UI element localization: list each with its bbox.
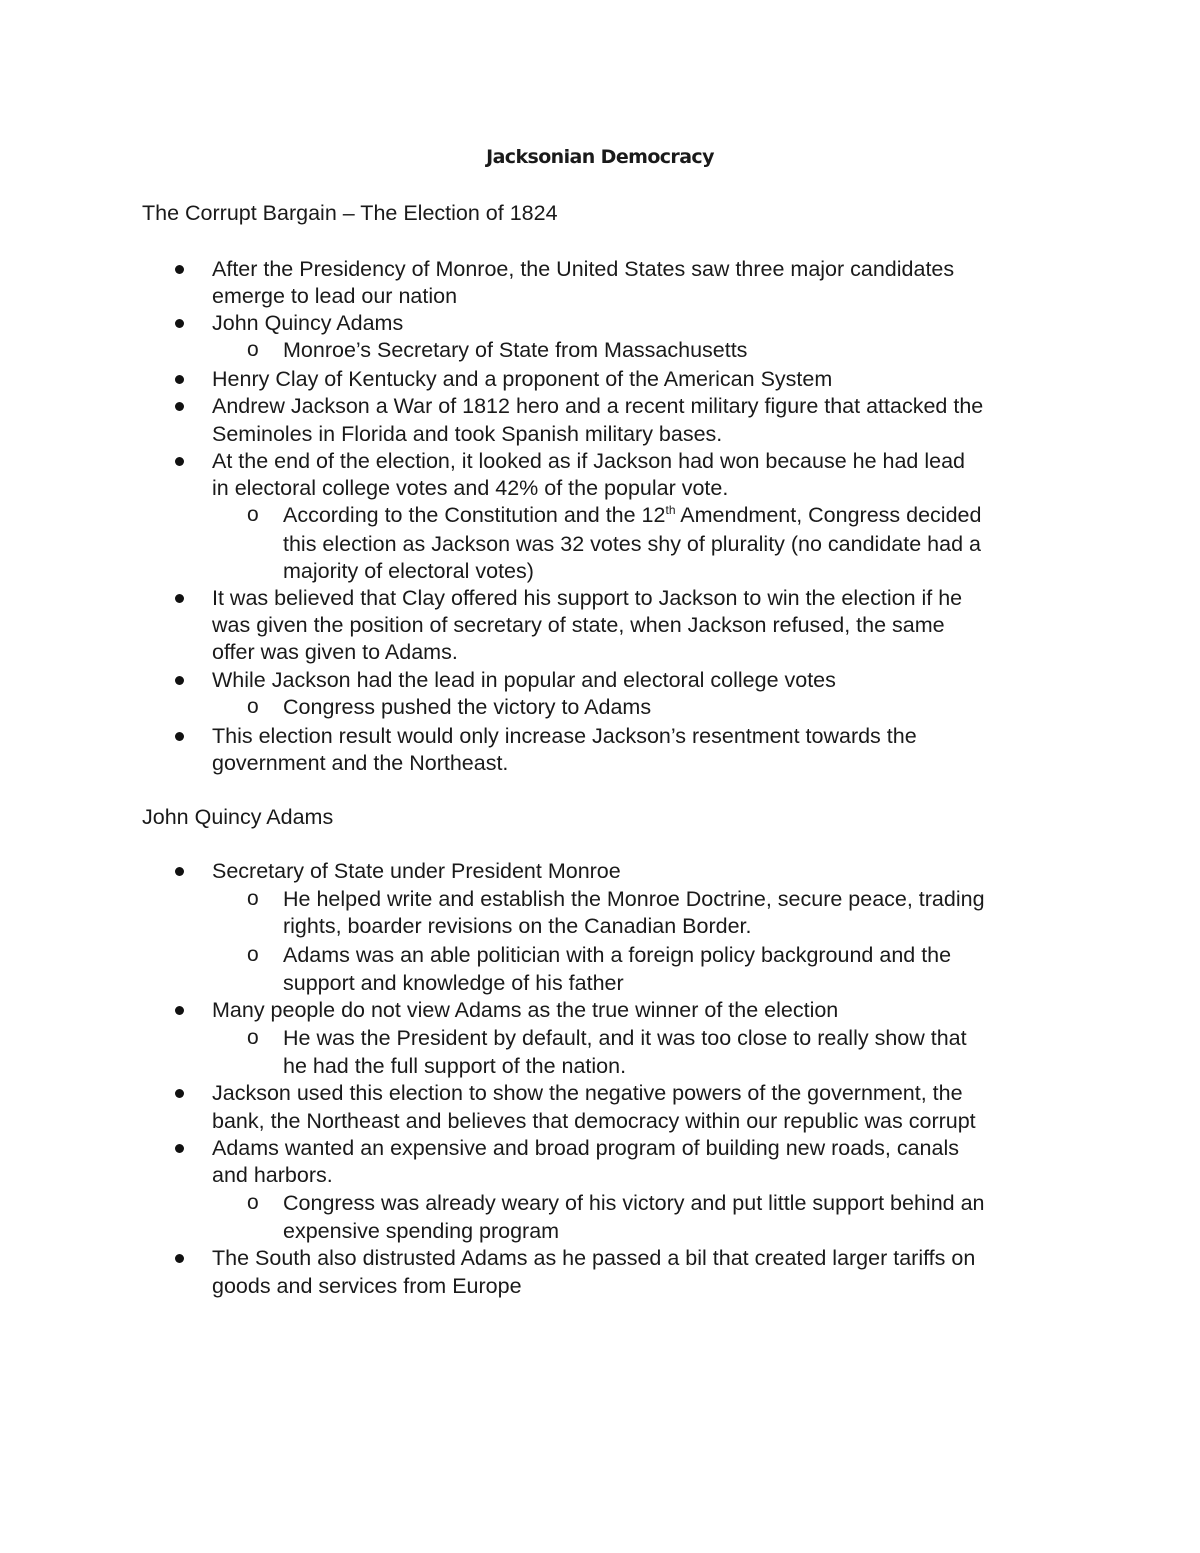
list-item-text: Many people do not view Adams as the true winner of the election: [212, 998, 839, 1022]
list-item-text: in electoral college votes and 42% of the popular vote.: [212, 476, 729, 500]
list-item-text: The South also distrusted Adams as he passed a bil that created larger tariffs on: [212, 1246, 976, 1270]
sub-list-item-text: [283, 501, 981, 529]
section-heading-john-quincy-adams: John Quincy Adams: [142, 805, 334, 829]
ordinal-superscript: th: [665, 503, 676, 517]
list-item-text: was given the position of secretary of state, when Jackson refused, the same: [212, 613, 945, 637]
sub-list-item-text: Congress pushed the victory to Adams: [283, 695, 652, 719]
list-item-text: offer was given to Adams.: [212, 640, 458, 664]
bullet-marker: [175, 1144, 184, 1153]
sub-list-item-text-part: Amendment, Congress decided: [675, 503, 982, 527]
sub-bullet-marker: o: [247, 503, 259, 526]
list-item-text: It was believed that Clay offered his support to Jackson to win the election if he: [212, 586, 963, 610]
list-item-text: This election result would only increase Jackson’s resentment towards the: [212, 724, 917, 748]
bullet-marker: [175, 402, 184, 411]
bullet-marker: [175, 594, 184, 603]
sub-list-item-text: he had the full support of the nation.: [283, 1054, 627, 1078]
list-item-text: Jackson used this election to show the negative powers of the government, the: [212, 1081, 963, 1105]
bullet-marker: [175, 1254, 184, 1263]
sub-list-item-text: He helped write and establish the Monroe Doctrine, secure peace, trading: [283, 887, 985, 911]
sub-list-item-text: rights, boarder revisions on the Canadian Border.: [283, 914, 752, 938]
bullet-marker: [175, 457, 184, 466]
sub-list-item-text: this election as Jackson was 32 votes shy of plurality (no candidate had a: [283, 532, 981, 556]
sub-bullet-marker: o: [247, 695, 259, 718]
sub-list-item-text: expensive spending program: [283, 1219, 560, 1243]
bullet-marker: [175, 1006, 184, 1015]
sub-list-item-text: Congress was already weary of his victory and put little support behind an: [283, 1191, 985, 1215]
list-item-text: goods and services from Europe: [212, 1274, 522, 1298]
bullet-marker: [175, 319, 184, 328]
sub-bullet-marker: o: [247, 338, 259, 361]
document-title: Jacksonian Democracy: [486, 146, 714, 168]
bullet-marker: [175, 867, 184, 876]
list-item-text: After the Presidency of Monroe, the United States saw three major candidates: [212, 257, 955, 281]
section-heading-corrupt-bargain: The Corrupt Bargain – The Election of 1824: [142, 201, 558, 225]
bullet-marker: [175, 732, 184, 741]
list-item-text: emerge to lead our nation: [212, 284, 458, 308]
sub-bullet-marker: o: [247, 1026, 259, 1049]
list-item-text: and harbors.: [212, 1163, 333, 1187]
bullet-marker: [175, 1089, 184, 1098]
list-item-text: At the end of the election, it looked as if Jackson had won because he had lead: [212, 449, 966, 473]
list-item-text: Andrew Jackson a War of 1812 hero and a recent military figure that attacked the: [212, 394, 984, 418]
sub-list-item-text: He was the President by default, and it was too close to really show that: [283, 1026, 967, 1050]
sub-bullet-marker: o: [247, 943, 259, 966]
bullet-marker: [175, 375, 184, 384]
bullet-marker: [175, 676, 184, 685]
sub-bullet-marker: o: [247, 887, 259, 910]
sub-bullet-marker: o: [247, 1191, 259, 1214]
list-item-text: government and the Northeast.: [212, 751, 509, 775]
list-item-text: Seminoles in Florida and took Spanish military bases.: [212, 422, 723, 446]
list-item-text: While Jackson had the lead in popular and electoral college votes: [212, 668, 836, 692]
sub-list-item-text: Monroe’s Secretary of State from Massachusetts: [283, 338, 748, 362]
list-item-text: John Quincy Adams: [212, 311, 404, 335]
list-item-text: Secretary of State under President Monroe: [212, 859, 621, 883]
sub-list-item-text-part: According to the Constitution and the 12: [283, 503, 666, 527]
list-item-text: Adams wanted an expensive and broad program of building new roads, canals: [212, 1136, 959, 1160]
sub-list-item-text: majority of electoral votes): [283, 559, 534, 583]
sub-list-item-text: Adams was an able politician with a foreign policy background and the: [283, 943, 952, 967]
list-item-text: bank, the Northeast and believes that democracy within our republic was corrupt: [212, 1109, 976, 1133]
bullet-marker: [175, 265, 184, 274]
sub-list-item-text: support and knowledge of his father: [283, 971, 624, 995]
list-item-text: Henry Clay of Kentucky and a proponent of the American System: [212, 367, 833, 391]
